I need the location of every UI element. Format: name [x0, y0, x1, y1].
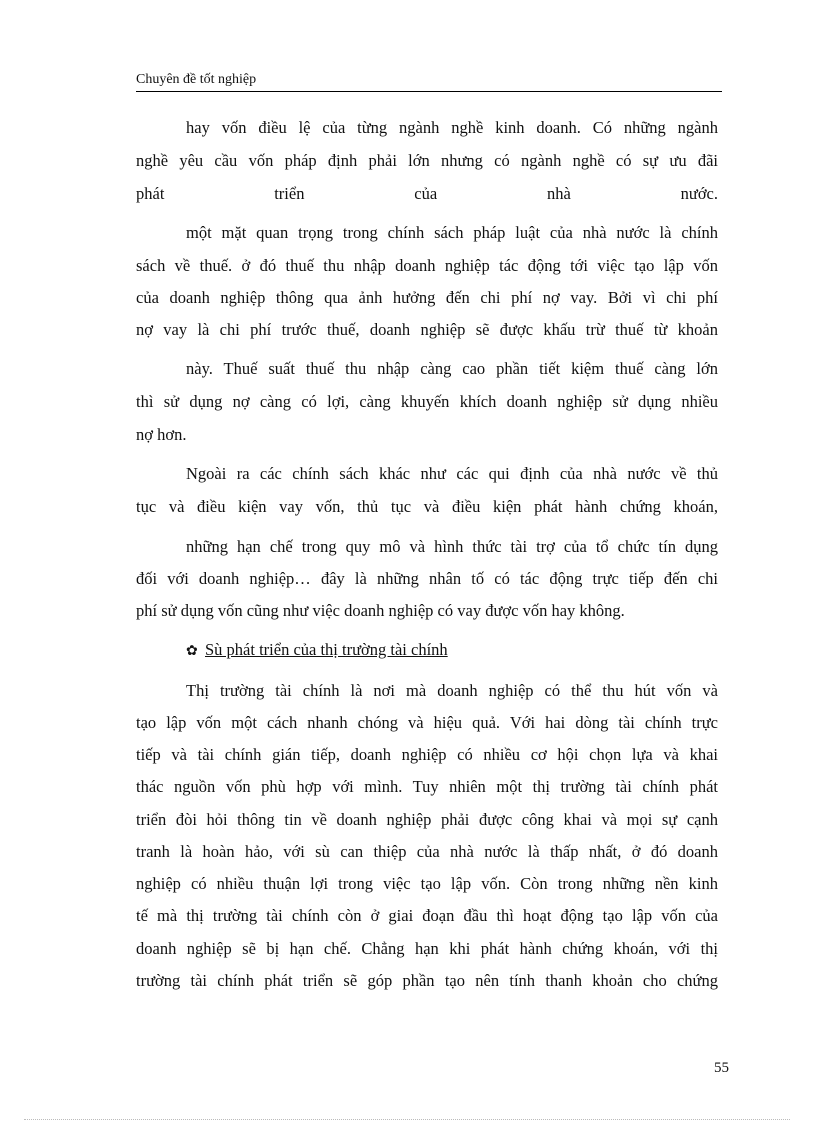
paragraph-3-line-1: Ngoài ra các chính sách khác như các qui định của nhà nước về thủ — [186, 464, 718, 483]
paragraph-2-line-6: thì sử dụng nợ càng có lợi, càng khuyến khích doanh nghiệp sử dụng nhiều — [136, 392, 718, 411]
section-paragraph-line-8: tế mà thị trường tài chính còn ở giai đoạn đầu thì hoạt động tạo lập vốn của — [136, 906, 718, 925]
paragraph-3-line-4: đối với doanh nghiệp… đây là những nhân tố có tác động trực tiếp đến chi — [136, 569, 718, 588]
paragraph-2-line-5: này. Thuế suất thuế thu nhập càng cao phần tiết kiệm thuế càng lớn — [186, 359, 718, 378]
section-paragraph-line-3: tiếp và tài chính gián tiếp, doanh nghiệp có nhiều cơ hội chọn lựa và khai — [136, 745, 718, 764]
page-bottom-border — [24, 1119, 790, 1120]
section-paragraph-line-5: triển đòi hỏi thông tin về doanh nghiệp phải được công khai và mọi sự cạnh — [136, 810, 718, 829]
paragraph-3-line-5: phí sử dụng vốn cũng như việc doanh nghiệp có vay được vốn hay không. — [136, 601, 625, 620]
section-paragraph-line-6: tranh là hoàn hảo, với sù can thiệp của nhà nước là thấp nhất, ở đó doanh — [136, 842, 718, 861]
page-header — [136, 70, 722, 92]
section-paragraph-line-4: thác nguồn vốn phù hợp với mình. Tuy nhiên một thị trường tài chính phát — [136, 777, 718, 796]
flower-bullet-icon: ✿ — [186, 644, 198, 659]
page-number: 55 — [714, 1060, 729, 1076]
section-paragraph-line-9: doanh nghiệp sẽ bị hạn chế. Chẳng hạn khi phát hành chứng khoán, với thị — [136, 939, 718, 958]
paragraph-2-line-1: một mặt quan trọng trong chính sách pháp luật của nhà nước là chính — [186, 223, 718, 242]
paragraph-2-line-2: sách về thuế. ở đó thuế thu nhập doanh nghiệp tác động tới việc tạo lập vốn — [136, 256, 718, 275]
paragraph-1-line-3: phát triển của nhà nước. — [136, 184, 718, 203]
section-paragraph-line-1: Thị trường tài chính là nơi mà doanh nghiệp có thể thu hút vốn và — [186, 681, 718, 700]
section-paragraph-line-2: tạo lập vốn một cách nhanh chóng và hiệu quả. Với hai dòng tài chính trực — [136, 713, 718, 732]
section-paragraph-line-7: nghiệp có nhiều thuận lợi trong việc tạo lập vốn. Còn trong những nền kinh — [136, 874, 718, 893]
section-heading — [186, 640, 448, 662]
section-heading-text: Sù phát triển của thị trường tài chính — [205, 640, 448, 659]
paragraph-2-line-4: nợ vay là chi phí trước thuế, doanh nghiệp sẽ được khấu trừ thuế từ khoản — [136, 320, 718, 339]
paragraph-1-line-2: nghề yêu cầu vốn pháp định phải lớn nhưng có ngành nghề có sự ưu đãi — [136, 151, 718, 170]
paragraph-3-line-3: những hạn chế trong quy mô và hình thức tài trợ của tổ chức tín dụng — [186, 537, 718, 556]
header-title: Chuyên đề tốt nghiệp — [136, 72, 257, 87]
paragraph-1-line-1: hay vốn điều lệ của từng ngành nghề kinh doanh. Có những ngành — [186, 118, 718, 137]
paragraph-2-line-7: nợ hơn. — [136, 425, 187, 444]
paragraph-2-line-3: của doanh nghiệp thông qua ảnh hưởng đến chi phí nợ vay. Bởi vì chi phí — [136, 288, 718, 307]
section-paragraph-line-10: trường tài chính phát triển sẽ góp phần tạo nên tính thanh khoản cho chứng — [136, 971, 718, 990]
paragraph-3-line-2: tục và điều kiện vay vốn, thủ tục và điều kiện phát hành chứng khoán, — [136, 497, 718, 516]
